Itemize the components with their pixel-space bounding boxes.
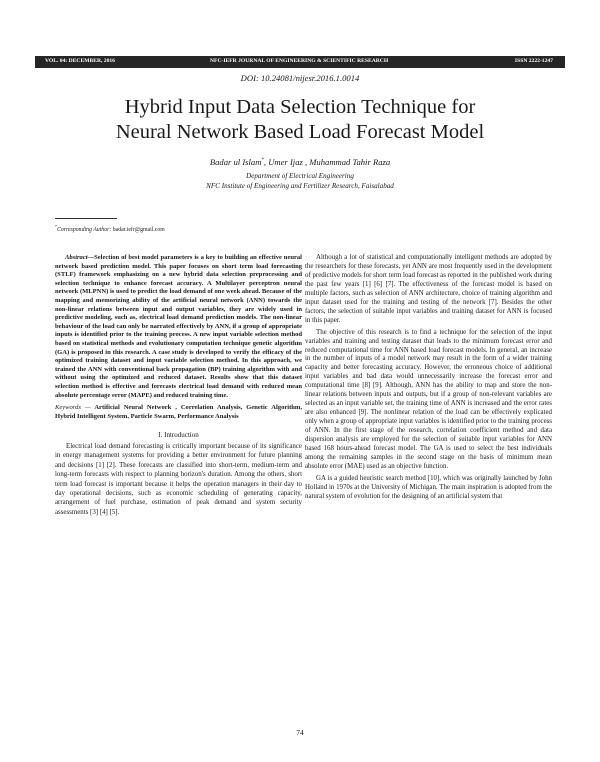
page-number: 74 [296,728,304,737]
corresponding-email[interactable]: badar.iefr@gmail.com [112,226,165,233]
journal-header-bar [35,56,565,68]
paper-title [0,95,600,145]
author-1: Badar ul Islam [209,157,262,167]
corresponding-label: Corresponding Author: [57,226,112,233]
keywords-text: Artificial Neural Network , Correlation Analysis, Genetic Algorithm, Hybrid Intelligent System, Particle Swarm, Performance Analysis [55,404,303,420]
right-paragraph-2: The objective of this research is to find a technique for the selection of the input variables and training and testing dataset that leads to the minimum forecast error and reduced computational time for ANN based load forecast models. In general, an increase in the number of inputs of a model network may result in the form of a wider training capacity and better forecasting accuracy. However, the erroneous choice of additional input variables and bad data would unnecessarily increase the forecast error and computational time [8] [9]. Although, ANN has the ability to map and store the non-linear relations between inputs and outputs, but if a group of non-relevant variables are selected as an input variable set, the training time of ANN is increased and the error rates are also enhanced [9]. The nonlinear relation of the load can be effectively explicated only when a group of appropriate input variables is identified prior to the training process of ANN. In the first stage of the research, correlation coefficient method and data dispersion analysis are employed for the selection of suitable input variables for ANN based 168 hours-ahead forecast model. The GA is used to select the best individuals among the remaining samples in the second stage on the basis of minimum mean absolute error (MAE) used as an objective function. [305,328,552,470]
department: Department of Electrical Engineering [246,172,354,180]
section-heading-introduction: I. Introduction [158,431,199,440]
right-paragraph-3: GA is a guided heuristic search method [10], which was originally launched by John Holland in 1970s at the University of Michigan. The main inspiration is adopted from the natural system of evolution for the designing of an artificial system that [305,474,552,500]
keywords [55,404,302,421]
doi-line: DOI: 10.24081/nijesr.2016.1.0014 [240,73,360,83]
right-paragraph-1: Although a lot of statistical and computationally intelligent methods are adopted by the researchers for these forecasts, yet ANN are most frequently used in the development of predictive models for short term load forecast as reported in the published work during the past few years [1] [6] [7]. The effectiveness of the forecast model is based on multiple factors, such as selection of ANN architecture, choice of training algorithm and input dataset used for the training and testing of the network [7]. Besides the other factors, the selection of suitable input variables and training dataset for ANN is focused in this paper. [305,254,552,324]
author-1-mark: * [261,158,264,164]
introduction-paragraph: Electrical load demand forecasting is critically important because of its significance in energy management systems for providing a better environment for future planning and decisions [1] [2]. These forecasts are classified into short-term, medium-term and long-term forecasts with respect to planning horizon's duration. Among the others, short term load forecast is important because it helps the operation managers in their day to day operational decisions, such as economic scheduling of generating capacity, arrangement of fuel purchase, estimation of peak demand and system security assessments [3] [4] [5]. [55,442,302,516]
journal-name: NFC-IEFR JOURNAL OF ENGINEERING & SCIENTIFIC RESEARCH [210,58,389,64]
title-line-1: Hybrid Input Data Selection Technique for [124,96,476,118]
abstract [55,254,302,400]
keywords-label: Keywords — [55,404,91,412]
abstract-text: Selection of best model parameters is a key to building an effective neural network based prediction model. This paper focuses on short term load forecasting (STLF) framework emphasizing on a new hybrid data selection preprocessing and selection technique to enhance forecast accuracy. A Multilayer perceptron neural network (MLPNN) is used to predict the load demand of one week ahead. Because of the mapping and memorizing ability of the artificial neural network (ANN) towards the non-linear relations between input and output variables, they are widely used in predictive modeling, such as, electrical load demand prediction models. The non-linear behaviour of the load can only be narrated effectively by ANN, if a group of appropriate inputs is identified prior to the training process. A new input variable selection method based on statistical methods and evolutionary computation technique genetic algorithm (GA) is proposed in this research. A case study is developed to verify the efficacy of the optimized training dataset and input variable selection method. In this approach, we trained the ANN with conventional back propagation (BP) training algorithm with and without using the optimized and reduced dataset. Results show that this dataset selection method is effective and forecasts electrical load demand with reduced mean absolute percentage error (MAPE) and reduced training time. [55,254,302,399]
author-list [0,157,600,167]
left-column [55,254,302,517]
footnote-rule [55,218,117,219]
corresponding-author: *Corresponding Author: badar.iefr@gmail.com [55,224,165,233]
right-column [305,254,552,502]
abstract-label: Abstract— [65,254,95,261]
title-line-2: Neural Network Based Load Forecast Model [115,121,485,143]
issn-label: ISSN 2222-1247 [514,58,553,64]
other-authors: , Umer Ijaz , Muhammad Tahir Raza [263,157,391,167]
institute: NFC Institute of Engineering and Fertilizer Research, Faisalabad [206,182,394,190]
volume-label: VOL. 04: DECEMBER, 2016 [45,58,115,64]
